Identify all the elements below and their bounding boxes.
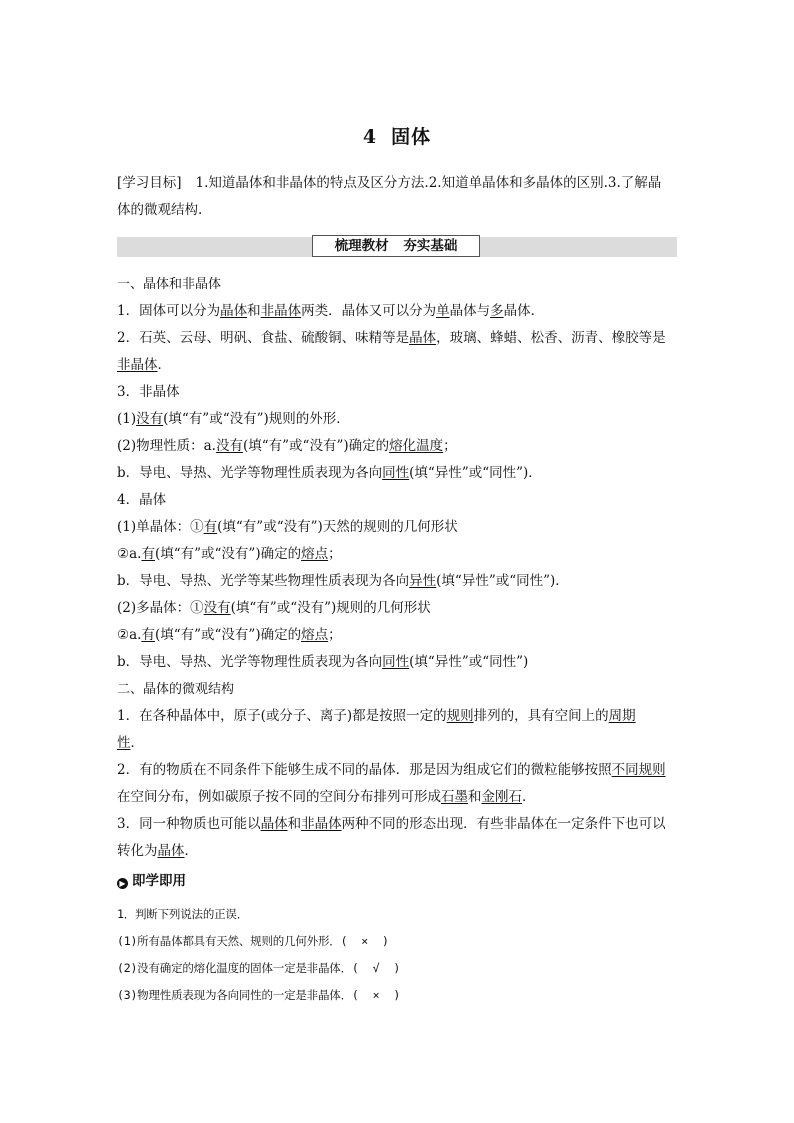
- answer-blank: 不同规则: [611, 762, 666, 778]
- text-segment: b．导电、导热、光学等物理性质表现为各向: [117, 465, 383, 481]
- answer-blank: 有: [141, 546, 155, 562]
- text-line: [117, 541, 677, 568]
- text-line: [117, 838, 677, 865]
- text-line: [117, 757, 677, 784]
- text-segment: (填“异性”或“同性”): [409, 654, 529, 670]
- question-text: (2)没有确定的熔化温度的固体一定是非晶体．(: [117, 961, 359, 975]
- text-line: [117, 568, 677, 595]
- text-segment: ；: [443, 438, 457, 454]
- question-item: [117, 955, 677, 982]
- section-number: 4: [362, 126, 378, 148]
- answer-mark: ×: [372, 988, 380, 1002]
- answer-blank: 有: [141, 627, 155, 643]
- text-segment: (填“有”或“没有”)确定的: [154, 627, 302, 643]
- learning-goals: [117, 170, 677, 224]
- text-segment: (填“异性”或“同性”)．: [436, 573, 569, 589]
- text-segment: (2)多晶体：①: [117, 600, 204, 616]
- answer-blank: 同性: [382, 465, 410, 481]
- text-segment: ．: [184, 843, 198, 859]
- answer-blank: 规则: [446, 708, 474, 724]
- answer-blank: 熔点: [301, 627, 329, 643]
- banner-label: 梳理教材 夯实基础: [312, 235, 480, 257]
- section-banner: [117, 237, 677, 257]
- text-segment: 一、晶体和非晶体: [117, 277, 222, 292]
- practice-label: 即学即用: [132, 873, 186, 889]
- answer-blank: 晶体: [260, 816, 288, 832]
- text-segment: 排列的，具有空间上的: [473, 708, 609, 724]
- text-segment: (填“有”或“没有”)规则的外形．: [163, 411, 350, 427]
- answer-blank: 有: [203, 519, 218, 535]
- text-segment: (填“有”或“没有”)天然的规则的几何形状: [217, 519, 458, 535]
- text-segment: 在空间分布，例如碳原子按不同的空间分布排列可形成: [117, 789, 441, 805]
- text-line: [117, 649, 677, 676]
- question-item: [117, 928, 677, 955]
- text-segment: 两种不同的形态出现．有些非晶体在一定条件下也可以: [341, 816, 666, 832]
- answer-blank: 周期: [608, 708, 636, 724]
- practice-section: [117, 868, 677, 1009]
- text-line: [117, 406, 677, 433]
- text-segment: ②a.: [117, 627, 142, 643]
- question-close-paren: ): [382, 934, 389, 948]
- answer-blank: 非晶体: [301, 816, 342, 832]
- answer-mark: √: [372, 961, 380, 975]
- answer-blank: 单: [436, 303, 450, 319]
- goal-text: 1.知道晶体和非晶体的特点及区分方法.2.知道单晶体和多晶体的区别.3.了解晶: [195, 175, 662, 191]
- text-line: [117, 433, 677, 460]
- text-segment: 4．晶体: [117, 492, 167, 508]
- text-line: [117, 352, 677, 379]
- text-segment: ．: [130, 735, 144, 751]
- content-body: [117, 271, 677, 865]
- text-segment: (1): [117, 411, 137, 427]
- text-line: [117, 379, 677, 406]
- answer-blank: 没有: [203, 600, 231, 616]
- answer-blank: 晶体: [220, 303, 248, 319]
- text-segment: 1．在各种晶体中，原子(或分子、离子)都是按照一定的: [117, 708, 447, 724]
- text-line: [117, 595, 677, 622]
- answer-blank: 石墨: [441, 789, 468, 805]
- text-line: [117, 487, 677, 514]
- text-segment: 晶体与: [449, 303, 491, 319]
- question-item: [117, 982, 677, 1009]
- answer-blank: 没有: [215, 438, 243, 454]
- play-icon: ▶: [117, 878, 128, 889]
- text-segment: b．导电、导热、光学等物理性质表现为各向: [117, 654, 383, 670]
- answer-blank: 非晶体: [117, 357, 158, 373]
- text-segment: ，玻璃、蜂蜡、松香、沥青、橡胶等是: [436, 330, 666, 346]
- section-title: 固体: [391, 126, 432, 148]
- text-segment: ②a.: [117, 546, 142, 562]
- text-segment: ；: [328, 627, 342, 643]
- question-close-paren: ): [393, 961, 401, 975]
- question-text: (3)物理性质表现为各向同性的一定是非晶体．(: [117, 988, 359, 1002]
- text-segment: (填“有”或“没有”)确定的: [242, 438, 390, 454]
- text-segment: 1．固体可以分为: [117, 303, 221, 319]
- answer-blank: 异性: [409, 573, 437, 589]
- answer-blank: 非晶体: [260, 303, 302, 319]
- text-line: [117, 298, 677, 325]
- text-segment: 晶体．: [503, 303, 545, 319]
- text-segment: 转化为: [117, 843, 158, 859]
- text-segment: 和: [468, 789, 482, 805]
- question-text: 1．判断下列说法的正误．: [117, 907, 249, 921]
- text-segment: ；: [328, 546, 342, 562]
- text-segment: ．: [157, 357, 171, 373]
- text-line: [117, 325, 677, 352]
- page-title: [117, 122, 677, 149]
- text-segment: 3．非晶体: [117, 384, 180, 400]
- text-segment: b．导电、导热、光学等某些物理性质表现为各向: [117, 573, 410, 589]
- question-item: [117, 901, 677, 928]
- question-list: [117, 901, 677, 1009]
- text-segment: 和: [287, 816, 302, 832]
- question-close-paren: ): [393, 988, 401, 1002]
- text-segment: (1)单晶体：①: [117, 519, 204, 535]
- goal-label: [学习目标]: [117, 175, 182, 191]
- text-line: [117, 676, 677, 703]
- text-segment: (填“有”或“没有”)确定的: [154, 546, 302, 562]
- answer-blank: 没有: [136, 411, 164, 427]
- text-line: [117, 730, 677, 757]
- text-line: [117, 784, 677, 811]
- text-line: [117, 271, 677, 298]
- text-line: [117, 622, 677, 649]
- text-segment: 和: [247, 303, 261, 319]
- text-segment: (填“有”或“没有”)规则的几何形状: [230, 600, 431, 616]
- answer-blank: 晶体: [157, 843, 185, 859]
- answer-blank: 同性: [382, 654, 410, 670]
- answer-mark: ×: [361, 934, 369, 948]
- question-text: (1)所有晶体都具有天然、规则的几何外形．(: [117, 934, 348, 948]
- text-segment: (填“异性”或“同性”)．: [409, 465, 542, 481]
- text-segment: 二、晶体的微观结构: [117, 682, 235, 697]
- answer-blank: 性: [117, 735, 131, 751]
- text-segment: 两类．晶体又可以分为: [301, 303, 437, 319]
- text-segment: 3．同一种物质也可能以: [117, 816, 261, 832]
- text-segment: (2)物理性质：a.: [117, 438, 216, 454]
- goal-text-cont: 体的微观结构.: [117, 202, 203, 218]
- answer-blank: 多: [490, 303, 504, 319]
- text-line: [117, 514, 677, 541]
- text-line: [117, 703, 677, 730]
- text-line: [117, 811, 677, 838]
- answer-blank: 金刚石: [481, 789, 522, 805]
- answer-blank: 熔化温度: [389, 438, 444, 454]
- text-segment: 2．有的物质在不同条件下能够生成不同的晶体．那是因为组成它们的微粒能够按照: [117, 762, 612, 778]
- answer-blank: 熔点: [301, 546, 329, 562]
- text-line: [117, 460, 677, 487]
- text-segment: ．: [522, 789, 536, 805]
- answer-blank: 晶体: [409, 330, 437, 346]
- text-segment: 2．石英、云母、明矾、食盐、硫酸铜、味精等是: [117, 330, 410, 346]
- practice-heading: [117, 868, 677, 895]
